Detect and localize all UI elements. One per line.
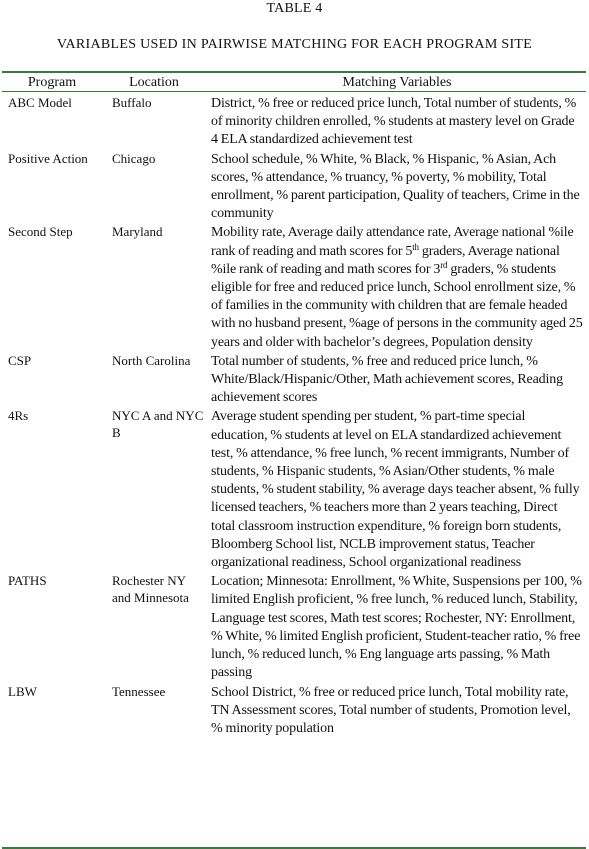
table-header-row [0,74,589,91]
table-row [0,408,589,572]
row-program: CSP [8,352,32,368]
table-header-rule [2,91,586,92]
row-program: Second Step [8,224,73,240]
table-top-rule [2,71,586,73]
table-row [0,684,589,739]
table-row [0,573,589,682]
variables-text-part: graders, Average national %ile rank of reading and math scores for 3 [211,243,560,277]
superscript-th: th [412,241,419,252]
row-location: Rochester NY and Minnesota [112,573,189,605]
table-title: TABLE 4 [266,1,323,16]
header-program: Program [27,75,77,90]
row-matching-variables: Average student spending per student, % part-time special education, % students at level on ELA standardized achievement test, % attendance, % free lunch, % recent immigrants, Number of students, % Hispanic students, % Asian/Other students, % male students, % student stability, % average days teacher absent, % fully licensed teachers, % teachers more than 2 years teaching, Direct total classroom instruction expenditure, % foreign born students, Bloomberg School list, NCLB improvement status, Teacher organizational readiness, School organizational readiness [211,409,580,571]
row-location: North Carolina [112,352,191,368]
row-location: Maryland [112,224,163,240]
table-row [0,224,589,351]
row-matching-variables: District, % free or reduced price lunch, Total number of students, % of minority children enrolled, % students at mastery level on Grade 4 ELA standardized achievement test [211,96,577,148]
row-location: NYC A and NYC B [112,408,204,440]
row-location: Chicago [112,150,156,166]
row-location: Buffalo [112,95,152,110]
header-location: Location [129,75,179,90]
table-row [0,353,589,408]
table-body [0,95,589,738]
table-subtitle: VARIABLES USED IN PAIRWISE MATCHING FOR EACH PROGRAM SITE [56,37,533,52]
superscript-rd: rd [440,259,448,270]
row-matching-variables: School District, % free or reduced price lunch, Total mobility rate, TN Assessment scores, Total number of students, Promotion level, % minority population [211,684,571,736]
row-program: ABC Model [8,95,72,110]
row-program: 4Rs [8,408,29,424]
header-matching-variables: Matching Variables [342,75,452,90]
row-location: Tennessee [112,683,166,699]
variables-text-part: Mobility rate, Average daily attendance rate, Average national %ile rank of reading and math scores for 5 [211,225,574,259]
row-matching-variables [211,224,583,351]
row-matching-variables: Total number of students, % free and reduced price lunch, % White/Black/Hispanic/Other, Math achievement scores, Reading achievement scores [211,353,563,406]
row-matching-variables: Location; Minnesota: Enrollment, % White, Suspensions per 100, % limited English proficient, % free lunch, % reduced lunch, Stability, Language test scores, Math test scores; Rochester, NY: Enrollment, % White, % limited English proficient, Student-teacher ratio, % free lunch, % reduced lunch, % Eng language arts passing, % Math passing [211,574,582,681]
row-program: PATHS [8,573,47,589]
variables-text-part: graders, % students eligible for free and reduced price lunch, School enrollment size, % of families in the community with children that are female headed with no husband present, %age of persons in the community aged 25 years and older with bachelor’s degrees, Population density [211,261,583,350]
row-matching-variables: School schedule, % White, % Black, % Hispanic, % Asian, Ach scores, % attendance, % truancy, % poverty, % mobility, Total enrollment, % parent participation, Quality of teachers, Crime in the community [211,151,580,222]
table-row [0,151,589,224]
row-program: LBW [8,683,37,699]
table-row [0,95,589,150]
row-program: Positive Action [8,150,88,166]
